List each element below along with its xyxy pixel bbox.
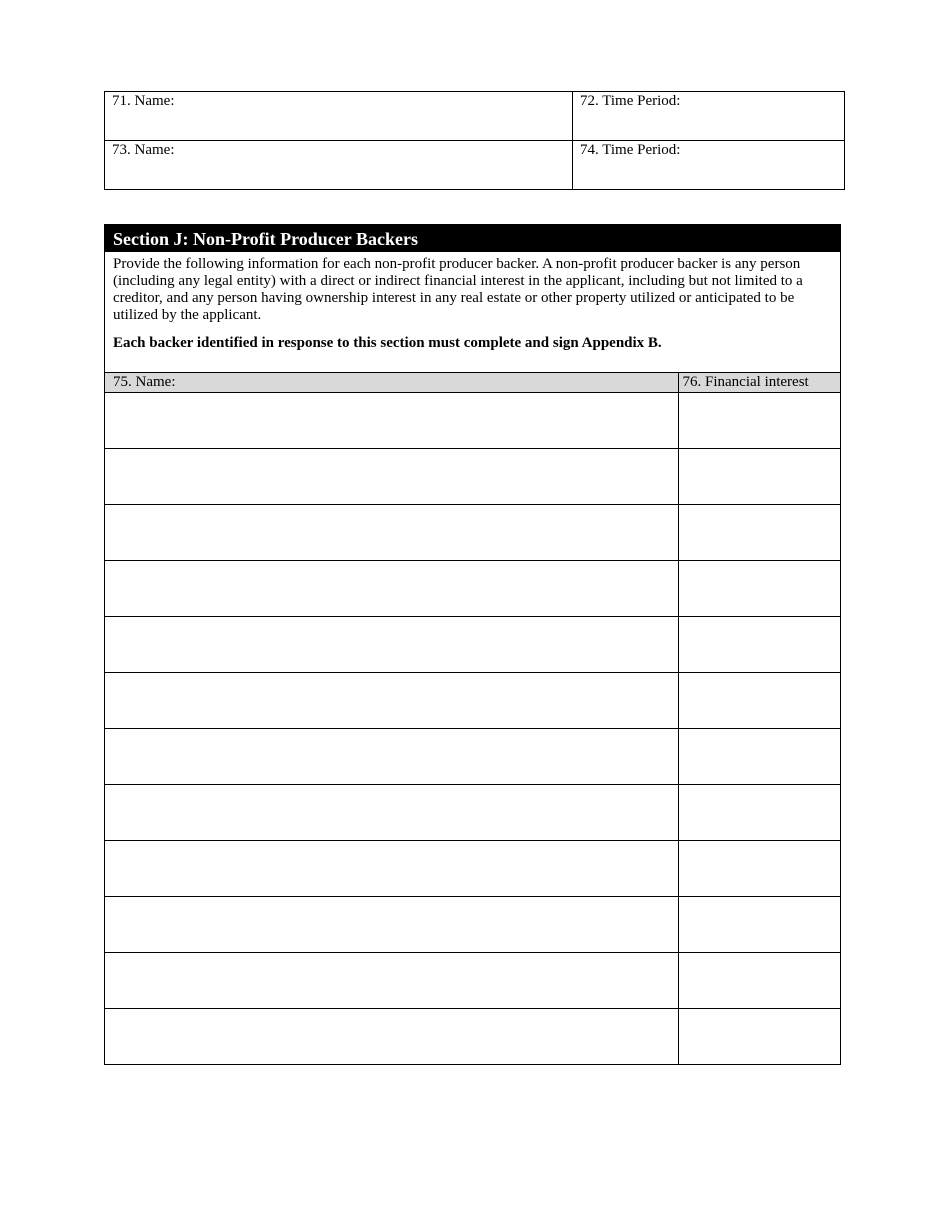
backer-name-cell[interactable] xyxy=(105,841,678,897)
section-j xyxy=(104,224,841,1065)
financial-interest-cell[interactable] xyxy=(678,729,840,785)
backers-table-body xyxy=(105,393,840,1065)
backer-name-cell[interactable] xyxy=(105,897,678,953)
section-title: Section J: Non-Profit Producer Backers xyxy=(105,225,840,252)
name-time-period-table xyxy=(104,91,845,190)
table-row xyxy=(105,953,840,1009)
time-period-74-field[interactable]: 74. Time Period: xyxy=(573,141,845,190)
financial-interest-cell[interactable] xyxy=(678,673,840,729)
table-row xyxy=(105,449,840,505)
name-column-header: 75. Name: xyxy=(105,373,678,393)
backer-name-cell[interactable] xyxy=(105,505,678,561)
table-row xyxy=(105,393,840,449)
table-row xyxy=(105,1009,840,1065)
table-row xyxy=(105,785,840,841)
name-73-field[interactable]: 73. Name: xyxy=(105,141,573,190)
table-row xyxy=(105,841,840,897)
backer-name-cell[interactable] xyxy=(105,617,678,673)
section-description: Provide the following information for each non-profit producer backer. A non-profit producer backer is any person (including any legal entity) with a direct or indirect financial interest in the applicant, including but not limited to a creditor, and any person having ownership interest in any real estate or other property utilized or anticipated to be utilized by the applicant. xyxy=(113,256,803,323)
table-row xyxy=(105,561,840,617)
table-row xyxy=(105,673,840,729)
table-row xyxy=(105,729,840,785)
financial-interest-cell[interactable] xyxy=(678,393,840,449)
section-instructions xyxy=(105,252,840,372)
backer-name-cell[interactable] xyxy=(105,953,678,1009)
financial-interest-cell[interactable] xyxy=(678,841,840,897)
table-row xyxy=(105,505,840,561)
financial-interest-cell[interactable] xyxy=(678,449,840,505)
section-note: Each backer identified in response to this section must complete and sign Appendix B. xyxy=(113,335,662,351)
time-period-72-field[interactable]: 72. Time Period: xyxy=(573,92,845,141)
financial-interest-cell[interactable] xyxy=(678,617,840,673)
backer-name-cell[interactable] xyxy=(105,1009,678,1065)
financial-interest-cell[interactable] xyxy=(678,953,840,1009)
backer-name-cell[interactable] xyxy=(105,449,678,505)
backer-name-cell[interactable] xyxy=(105,561,678,617)
financial-interest-cell[interactable] xyxy=(678,561,840,617)
financial-interest-cell[interactable] xyxy=(678,1009,840,1065)
backer-name-cell[interactable] xyxy=(105,673,678,729)
financial-interest-column-header: 76. Financial interest xyxy=(678,373,840,393)
financial-interest-cell[interactable] xyxy=(678,505,840,561)
financial-interest-cell[interactable] xyxy=(678,897,840,953)
table-row xyxy=(105,617,840,673)
table-row xyxy=(105,141,845,190)
table-header-row xyxy=(105,373,840,393)
backers-table xyxy=(105,372,840,1064)
backer-name-cell[interactable] xyxy=(105,785,678,841)
financial-interest-cell[interactable] xyxy=(678,785,840,841)
name-71-field[interactable]: 71. Name: xyxy=(105,92,573,141)
backer-name-cell[interactable] xyxy=(105,393,678,449)
table-row xyxy=(105,92,845,141)
table-row xyxy=(105,897,840,953)
backer-name-cell[interactable] xyxy=(105,729,678,785)
